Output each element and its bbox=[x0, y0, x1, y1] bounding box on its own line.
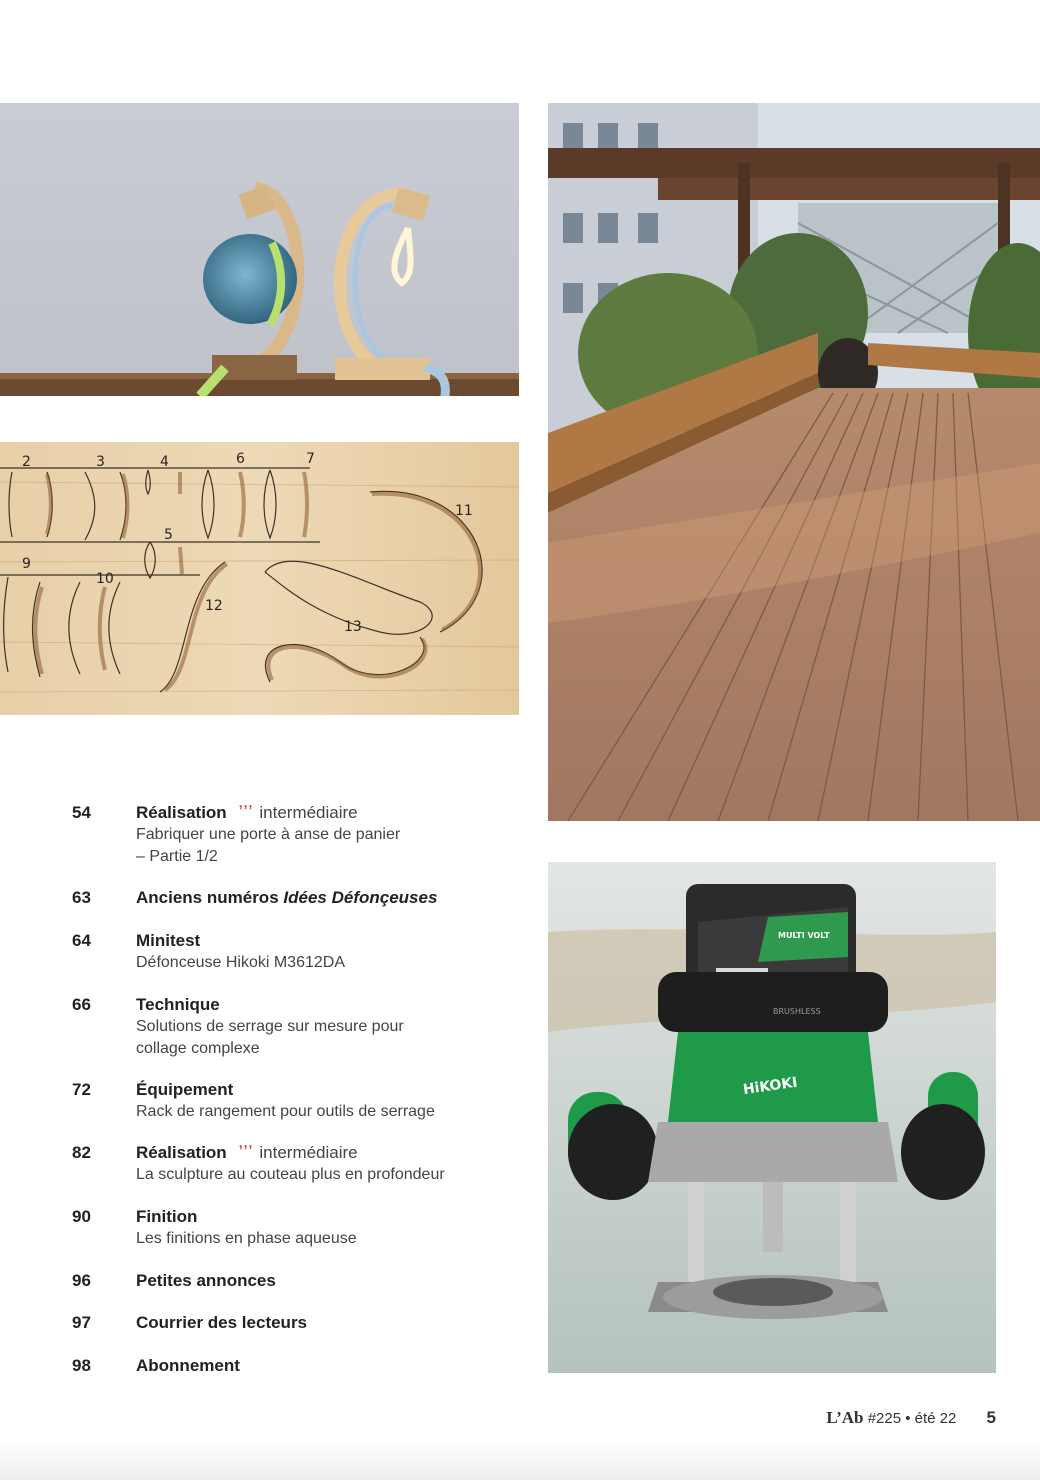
board-number: 2 bbox=[22, 454, 31, 470]
toc-page-number: 63 bbox=[72, 888, 91, 907]
board-number: 3 bbox=[96, 454, 105, 470]
toc-subtitle-line: Les finitions en phase aqueuse bbox=[136, 1230, 357, 1247]
toc-page-number: 66 bbox=[72, 995, 91, 1014]
toc-title bbox=[136, 1143, 358, 1163]
page-footer bbox=[826, 1408, 996, 1428]
difficulty-level: intermédiaire bbox=[259, 1143, 358, 1162]
toc-subtitle bbox=[136, 1164, 536, 1186]
toc-subtitle-line: La sculpture au couteau plus en profondeur bbox=[136, 1166, 445, 1183]
toc-page-number: 72 bbox=[72, 1080, 91, 1099]
board-number: 12 bbox=[205, 598, 223, 614]
toc-page-number: 54 bbox=[72, 803, 91, 822]
toc-title-text: Réalisation bbox=[136, 803, 227, 822]
toc-subtitle-line: Solutions de serrage sur mesure pour bbox=[136, 1018, 404, 1035]
toc-subtitle-line: Fabriquer une porte à anse de panier bbox=[136, 826, 401, 843]
battery-label: MULTI VOLT bbox=[778, 931, 830, 940]
toc-page-number: 96 bbox=[72, 1271, 91, 1290]
board-number: 7 bbox=[306, 451, 315, 467]
toc-subtitle-line: Défonceuse Hikoki M3612DA bbox=[136, 954, 345, 971]
difficulty-marks: ʼʼʼ bbox=[238, 1142, 254, 1158]
toc-subtitle bbox=[136, 1228, 536, 1250]
toc-title bbox=[136, 803, 358, 823]
photo-hikoki-router bbox=[548, 862, 996, 1373]
magazine-name: L’Ab bbox=[826, 1408, 864, 1427]
motor-label: BRUSHLESS bbox=[773, 1007, 821, 1016]
toc-subtitle-line: collage complexe bbox=[136, 1040, 260, 1057]
photo-terrace-deck-pergola bbox=[548, 103, 1040, 821]
page-edge-shadow bbox=[0, 1440, 1040, 1480]
difficulty-marks: ʼʼʼ bbox=[238, 802, 254, 818]
toc-subtitle bbox=[136, 1016, 536, 1060]
toc-subtitle bbox=[136, 1101, 536, 1123]
toc-title: Abonnement bbox=[136, 1356, 240, 1375]
board-number: 10 bbox=[96, 571, 114, 587]
difficulty-level: intermédiaire bbox=[259, 803, 358, 822]
toc-title: Finition bbox=[136, 1207, 198, 1226]
toc-title-emphasis: Idées Défonçeuses bbox=[283, 888, 438, 907]
toc-title bbox=[136, 888, 437, 908]
toc-page-number: 64 bbox=[72, 931, 91, 950]
board-number: 13 bbox=[344, 619, 362, 635]
page-number: 5 bbox=[986, 1408, 996, 1427]
toc-title: Équipement bbox=[136, 1080, 234, 1099]
toc-subtitle bbox=[136, 824, 536, 868]
toc-title-text: Anciens numéros bbox=[136, 888, 279, 907]
board-number: 4 bbox=[160, 454, 169, 470]
board-number: 6 bbox=[236, 451, 245, 467]
toc-title: Petites annonces bbox=[136, 1271, 276, 1290]
toc-subtitle-line: – Partie 1/2 bbox=[136, 848, 218, 865]
toc-page-number: 97 bbox=[72, 1313, 91, 1332]
toc-page-number: 82 bbox=[72, 1143, 91, 1162]
toc-page-number: 90 bbox=[72, 1207, 91, 1226]
board-number: 5 bbox=[164, 527, 173, 543]
toc-title-text: Réalisation bbox=[136, 1143, 227, 1162]
table-of-contents bbox=[0, 0, 540, 1400]
toc-title: Minitest bbox=[136, 931, 201, 950]
issue-info: #225 • été 22 bbox=[867, 1410, 957, 1427]
toc-page-number: 98 bbox=[72, 1356, 91, 1375]
toc-subtitle-line: Rack de rangement pour outils de serrage bbox=[136, 1103, 435, 1120]
toc-subtitle bbox=[136, 952, 536, 974]
board-number: 9 bbox=[22, 556, 31, 572]
brand-label: HiKOKI bbox=[742, 1074, 799, 1099]
toc-title: Technique bbox=[136, 995, 220, 1014]
toc-title: Courrier des lecteurs bbox=[136, 1313, 308, 1332]
board-number: 11 bbox=[455, 503, 473, 519]
